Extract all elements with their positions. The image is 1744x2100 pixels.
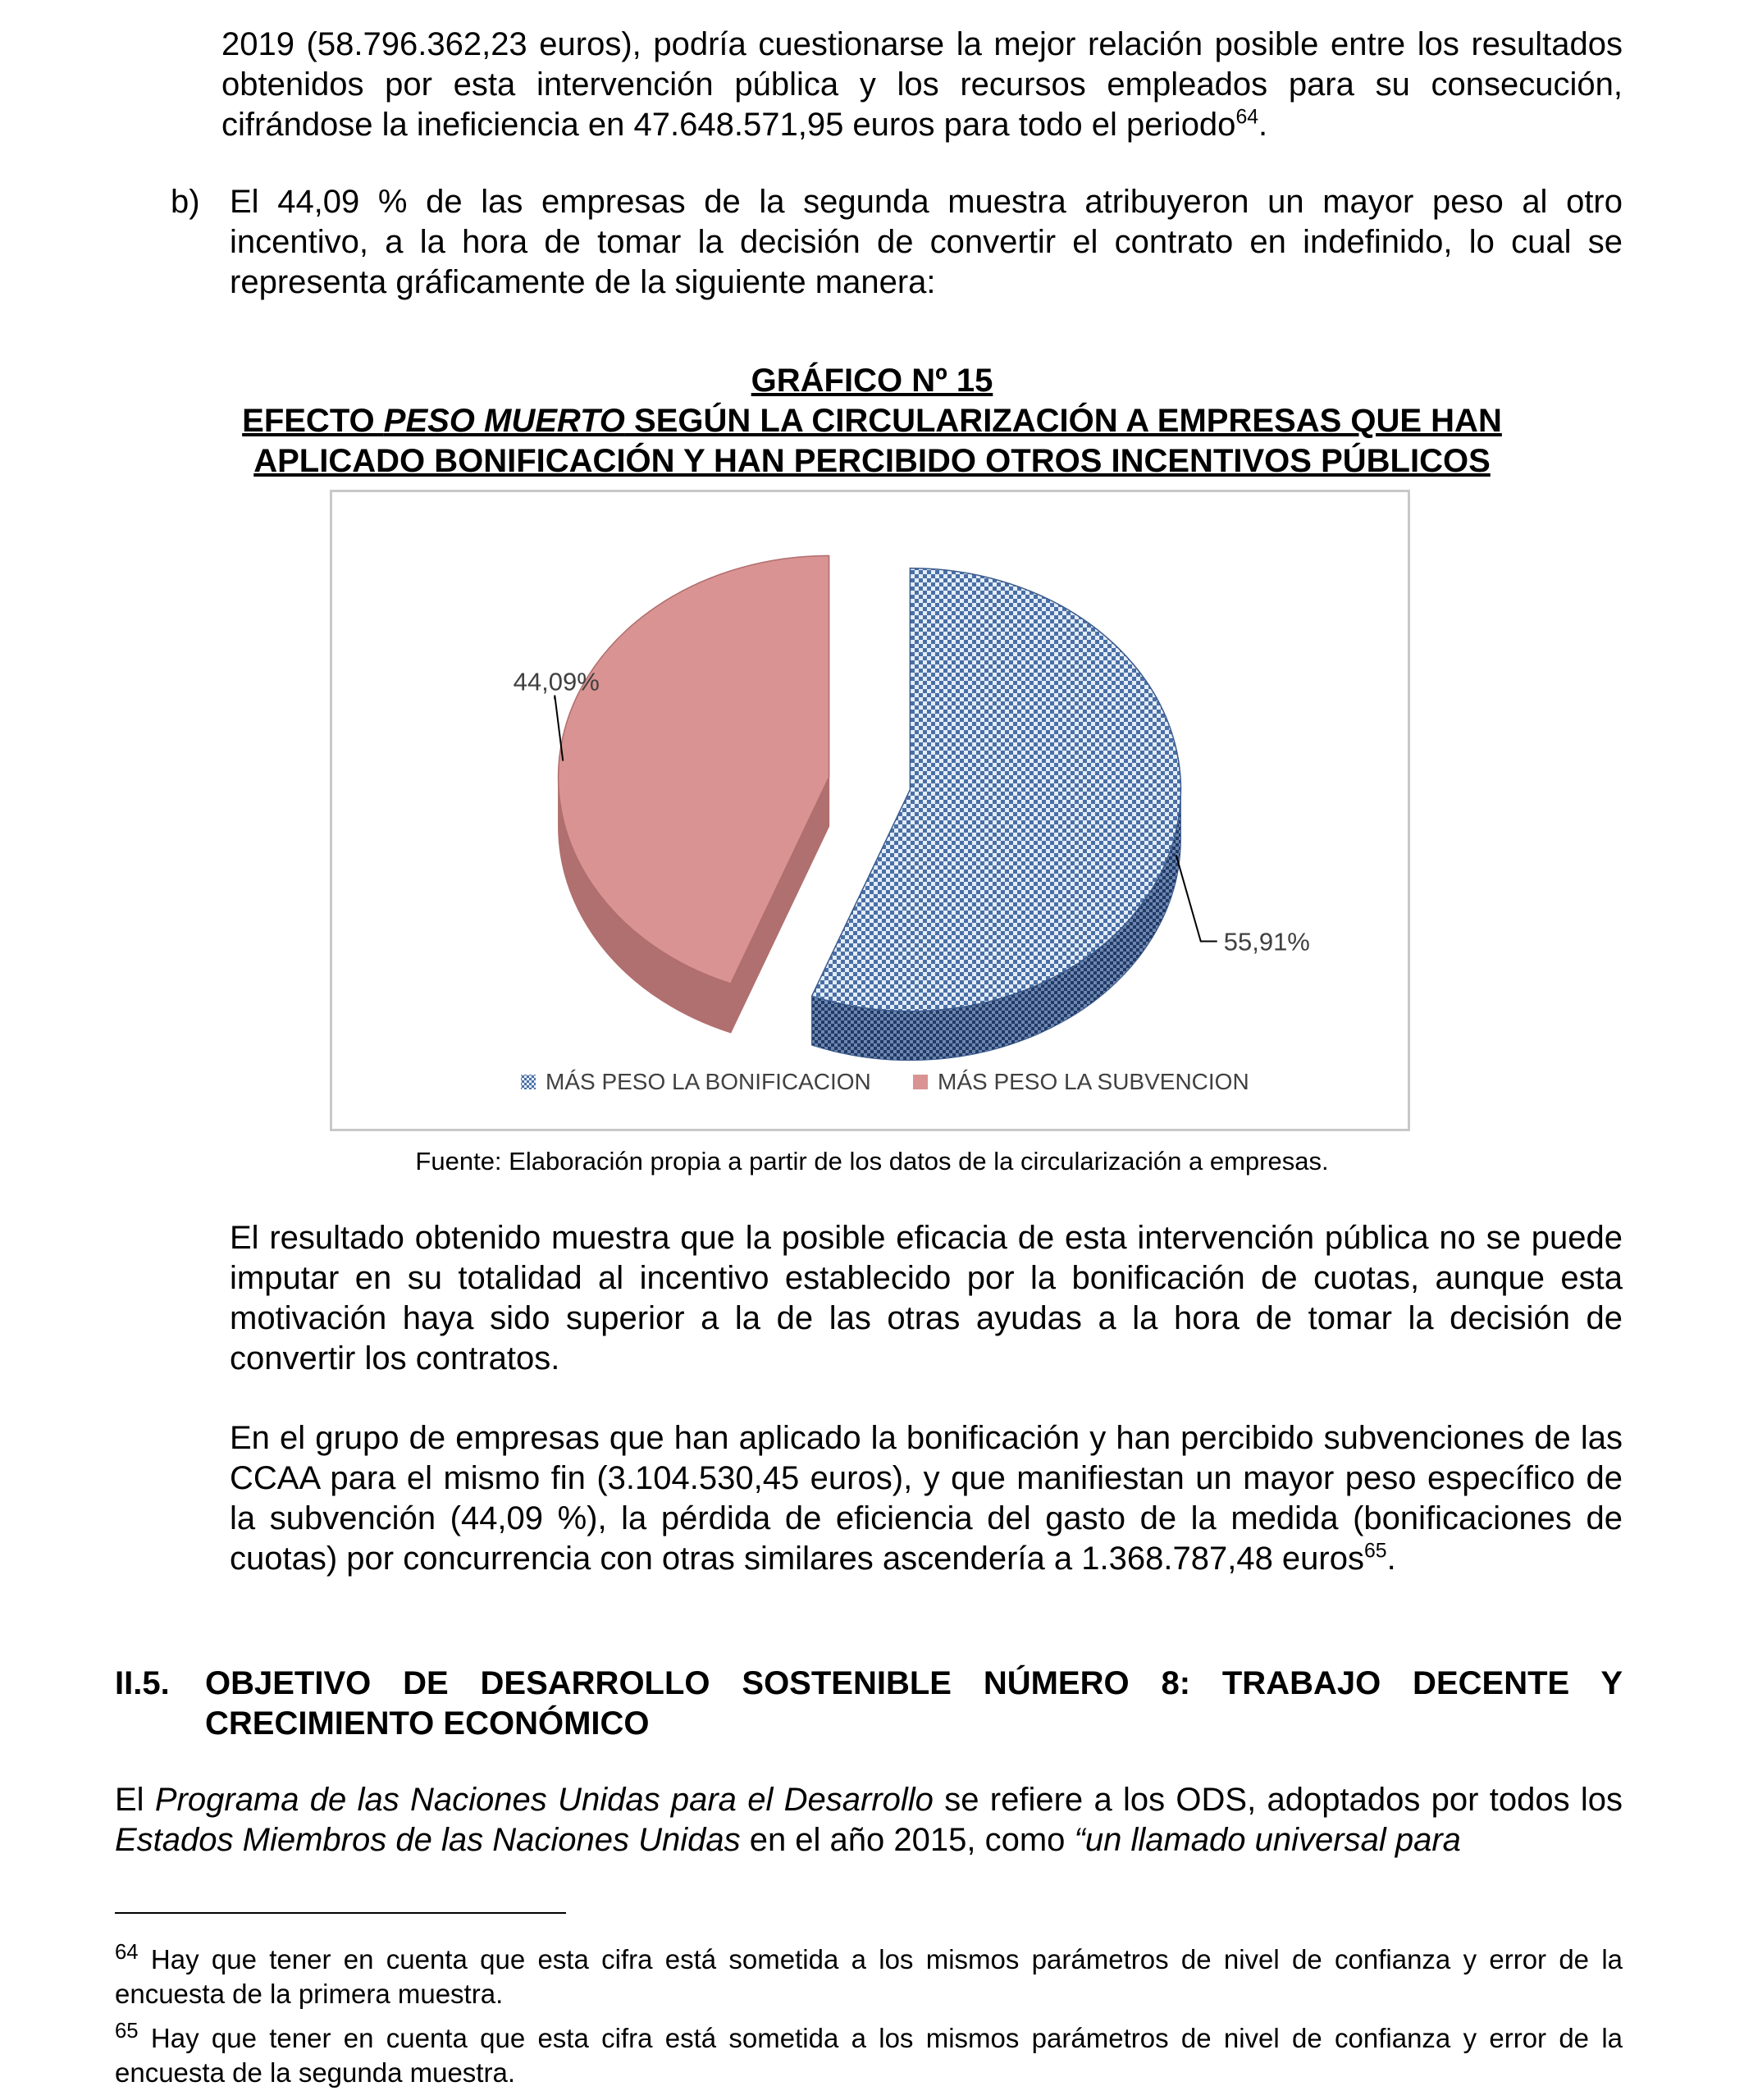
pie-chart — [332, 492, 1408, 1129]
section-number: II.5. — [115, 1665, 170, 1701]
chart-title-part-c: SEGÚN LA CIRCULARIZACIÓN A EMPRESAS QUE HAN — [624, 403, 1502, 439]
chart-title-line3: APLICADO BONIFICACIÓN Y HAN PERCIBIDO OTROS INCENTIVOS PÚBLICOS — [253, 443, 1491, 479]
ods-text-3: en el año 2015, como — [740, 1822, 1075, 1858]
section-heading: OBJETIVO DE DESARROLLO SOSTENIBLE NÚMERO 8: TRABAJO DECENTE Y CRECIMIENTO ECONÓMICO — [205, 1665, 1623, 1742]
ods-italic-2: Estados Miembros de las Naciones Unidas — [115, 1822, 741, 1858]
footnote-ref-64[interactable]: 64 — [1235, 106, 1259, 129]
footnote-number: 64 — [115, 1941, 139, 1964]
legend-swatch-0 — [521, 1075, 536, 1089]
slice-0-data-label: 55,91% — [1223, 927, 1310, 956]
ods-paragraph — [115, 1780, 1623, 1860]
legend-swatch-1 — [913, 1075, 928, 1089]
intro-end: . — [1258, 107, 1268, 143]
ods-italic-1: Programa de las Naciones Unidas para el Desarrollo — [154, 1782, 934, 1818]
group-paragraph — [230, 1418, 1623, 1579]
list-item-b: El 44,09 % de las empresas de la segunda muestra atribuyeron un mayor peso al otro incentivo, a la hora de tomar la decisión de convertir el contrato en indefinido, lo cual se representa gráficamente de la siguiente manera: — [230, 184, 1623, 300]
intro-paragraph — [221, 25, 1623, 145]
chart-title-line2 — [189, 401, 1555, 441]
chart-title-italic: PESO MUERTO — [383, 403, 625, 439]
footnote-text: Hay que tener en cuenta que esta cifra está sometida a los mismos parámetros de nivel de confianza y error de la encuesta de la primera muestra. — [115, 1944, 1623, 2009]
footnote-64 — [115, 1942, 1623, 2011]
list-label-b: b) — [171, 184, 200, 220]
chart-title-part-a: EFECTO — [242, 403, 384, 439]
slice-1-data-label: 44,09% — [513, 667, 600, 696]
footnote-text: Hay que tener en cuenta que esta cifra está sometida a los mismos parámetros de nivel de confianza y error de la encuesta de la segunda muestra. — [115, 2023, 1623, 2088]
ods-italic-3: “un llamado universal para — [1074, 1822, 1461, 1858]
chart-title — [189, 361, 1555, 482]
ods-text-2: se refiere a los ODS, adoptados por todos los — [933, 1782, 1623, 1818]
ods-text-1: El — [115, 1782, 155, 1818]
slice-1-leader-line — [555, 696, 563, 761]
result-paragraph: El resultado obtenido muestra que la posible eficacia de esta intervención pública no se puede imputar en su totalidad al incentivo establecido por la bonificación de cuotas, aunque esta motivación haya sido superior a la de las otras ayudas a la hora de tomar la decisión de convertir los contratos. — [230, 1220, 1623, 1376]
footnote-65 — [115, 2021, 1623, 2090]
chart-title-line1: GRÁFICO Nº 15 — [751, 363, 993, 399]
chart-frame — [330, 490, 1410, 1131]
footnote-separator — [115, 1912, 566, 1914]
legend-label-0: MÁS PESO LA BONIFICACION — [546, 1069, 871, 1094]
chart-source: Fuente: Elaboración propia a partir de los datos de la circularización a empresas. — [415, 1147, 1329, 1176]
group-end: . — [1386, 1541, 1396, 1577]
legend-label-1: MÁS PESO LA SUBVENCION — [938, 1069, 1249, 1094]
slice-0-leader-line — [1176, 855, 1217, 941]
footnote-ref-65[interactable]: 65 — [1364, 1540, 1387, 1563]
group-text: En el grupo de empresas que han aplicado la bonificación y han percibido subvenciones de las CCAA para el mismo fin (3.104.530,45 euros), y que manifiestan un mayor peso específico de la subvención (44,09 %), la pérdida de eficiencia del gasto de la medida (bonificaciones de cuotas) por concurrencia con otras similares ascendería a 1.368.787,48 euros — [230, 1420, 1623, 1577]
footnote-number: 65 — [115, 2020, 139, 2043]
intro-text: 2019 (58.796.362,23 euros), podría cuestionarse la mejor relación posible entre los resultados obtenidos por esta intervención pública y los recursos empleados para su consecución, cifrándose la ineficiencia en 47.648.571,95 euros para todo el periodo — [221, 26, 1623, 143]
